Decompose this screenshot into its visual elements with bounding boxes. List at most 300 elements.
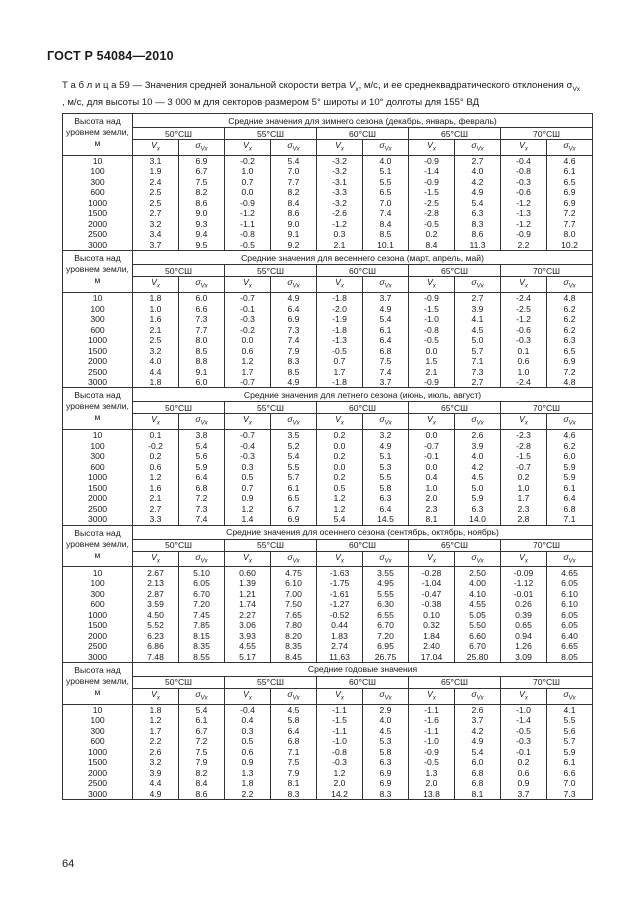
sigma-symbol: $\sigma_{Vx}$: [547, 277, 593, 293]
value-cell: 4.6: [547, 430, 593, 441]
latitude-header: 60°СШ: [317, 402, 409, 414]
value-cell: 6.8: [271, 736, 317, 747]
value-cell: 9.3: [179, 219, 225, 230]
value-cell: -0.7: [501, 462, 547, 473]
value-cell: 2.40: [409, 641, 455, 652]
value-cell: 4.50: [133, 609, 179, 620]
value-cell: 8.4: [179, 778, 225, 789]
table-row: [63, 757, 593, 768]
value-cell: -1.8: [317, 292, 363, 303]
value-cell: 4.0: [363, 155, 409, 166]
latitude-header: 70°СШ: [501, 676, 593, 688]
table-row: [63, 345, 593, 356]
vx-symbol: $V_x$: [409, 277, 455, 293]
value-cell: 6.23: [133, 630, 179, 641]
table-row: [63, 778, 593, 789]
table-row: [63, 292, 593, 303]
value-cell: 0.2: [409, 229, 455, 240]
section-title: Средние значения для летнего сезона (июнь, июль, август): [133, 388, 593, 402]
table-row: [63, 504, 593, 515]
value-cell: 6.9: [547, 356, 593, 367]
table-row: [63, 641, 593, 652]
value-cell: 5.50: [455, 620, 501, 631]
latitude-header: 65°СШ: [409, 539, 501, 551]
value-cell: -0.01: [501, 588, 547, 599]
value-cell: 4.5: [455, 472, 501, 483]
value-cell: 4.5: [455, 324, 501, 335]
value-cell: -0.38: [409, 599, 455, 610]
value-cell: 8.4: [271, 198, 317, 209]
symbol-header-row: [63, 414, 593, 430]
value-cell: 7.0: [271, 166, 317, 177]
value-cell: -0.6: [501, 187, 547, 198]
latitude-header: 60°СШ: [317, 539, 409, 551]
value-cell: 7.7: [179, 324, 225, 335]
height-cell: 10: [63, 292, 133, 303]
value-cell: 13.8: [409, 789, 455, 800]
table-row: [63, 198, 593, 209]
value-cell: -0.6: [501, 324, 547, 335]
section-title-row-autumn: [63, 525, 593, 539]
value-cell: 10.2: [547, 240, 593, 251]
table-row: [63, 177, 593, 188]
value-cell: 1.83: [317, 630, 363, 641]
height-cell: 2000: [63, 219, 133, 230]
sigma-symbol: $\sigma_{Vx}$: [363, 277, 409, 293]
value-cell: 6.4: [271, 726, 317, 737]
height-cell: 100: [63, 441, 133, 452]
value-cell: 0.6: [133, 462, 179, 473]
value-cell: 5.4: [271, 451, 317, 462]
value-cell: -0.7: [225, 292, 271, 303]
value-cell: 6.0: [179, 377, 225, 388]
value-cell: -0.7: [225, 377, 271, 388]
value-cell: 0.0: [317, 462, 363, 473]
sigma-symbol: $\sigma_{Vx}$: [363, 414, 409, 430]
value-cell: 6.8: [179, 483, 225, 494]
vx-symbol: $V_x$: [317, 688, 363, 704]
value-cell: -1.2: [501, 314, 547, 325]
sigma-symbol: $\sigma_{Vx}$: [547, 551, 593, 567]
sigma-symbol: $\sigma_{Vx}$: [455, 140, 501, 156]
value-cell: 0.3: [225, 462, 271, 473]
value-cell: 0.32: [409, 620, 455, 631]
value-cell: -0.8: [225, 229, 271, 240]
wind-speed-table: [62, 113, 593, 800]
value-cell: 2.7: [455, 292, 501, 303]
value-cell: 8.4: [363, 219, 409, 230]
value-cell: 4.55: [225, 641, 271, 652]
value-cell: 6.10: [547, 588, 593, 599]
height-cell: 3000: [63, 377, 133, 388]
value-cell: -0.4: [225, 704, 271, 715]
value-cell: 1.2: [225, 356, 271, 367]
latitude-header: 70°СШ: [501, 128, 593, 140]
value-cell: -2.4: [501, 292, 547, 303]
value-cell: -1.9: [317, 314, 363, 325]
table-row: [63, 726, 593, 737]
value-cell: 1.0: [409, 483, 455, 494]
value-cell: 0.7: [225, 177, 271, 188]
value-cell: -1.8: [317, 324, 363, 335]
table-row: [63, 314, 593, 325]
value-cell: 1.6: [133, 483, 179, 494]
value-cell: 1.39: [225, 578, 271, 589]
table-row: [63, 335, 593, 346]
table-row: [63, 430, 593, 441]
value-cell: 2.2: [133, 736, 179, 747]
value-cell: 1.7: [225, 366, 271, 377]
document-header: ГОСТ Р 54084—2010: [47, 49, 174, 63]
value-cell: -1.2: [317, 219, 363, 230]
vx-symbol: $V_x$: [317, 140, 363, 156]
value-cell: 4.9: [271, 377, 317, 388]
sigma-symbol: $\sigma_{Vx}$: [271, 140, 317, 156]
value-cell: 5.17: [225, 651, 271, 662]
section-title: Средние годовые значения: [133, 662, 593, 676]
value-cell: 7.20: [363, 630, 409, 641]
value-cell: -0.5: [317, 345, 363, 356]
value-cell: 7.9: [271, 345, 317, 356]
value-cell: -0.9: [409, 747, 455, 758]
value-cell: -1.5: [501, 451, 547, 462]
value-cell: 6.0: [455, 757, 501, 768]
value-cell: 0.0: [409, 462, 455, 473]
value-cell: 8.4: [409, 240, 455, 251]
latitude-header: 55°СШ: [225, 128, 317, 140]
value-cell: 8.3: [271, 356, 317, 367]
value-cell: 8.6: [455, 229, 501, 240]
value-cell: 2.6: [455, 704, 501, 715]
value-cell: 2.3: [501, 504, 547, 515]
vx-symbol: $V_x$: [501, 140, 547, 156]
value-cell: 1.5: [409, 356, 455, 367]
value-cell: 1.2: [317, 768, 363, 779]
value-cell: 4.1: [547, 704, 593, 715]
table-row: [63, 620, 593, 631]
value-cell: -1.27: [317, 599, 363, 610]
value-cell: 0.0: [409, 430, 455, 441]
value-cell: 8.45: [271, 651, 317, 662]
vx-symbol: $V_x$: [501, 277, 547, 293]
value-cell: -0.2: [225, 155, 271, 166]
sigma-symbol: $\sigma_{Vx}$: [455, 688, 501, 704]
height-cell: 2000: [63, 356, 133, 367]
table-row: [63, 704, 593, 715]
sigma-symbol: $\sigma_{Vx}$: [179, 277, 225, 293]
value-cell: 8.15: [179, 630, 225, 641]
table-row: [63, 472, 593, 483]
value-cell: 0.2: [501, 757, 547, 768]
value-cell: -0.5: [409, 335, 455, 346]
height-header: Высота над уровнем земли, м: [63, 388, 133, 430]
latitude-header-row: [63, 265, 593, 277]
value-cell: 7.2: [179, 736, 225, 747]
value-cell: 3.2: [133, 219, 179, 230]
value-cell: 0.5: [225, 472, 271, 483]
vx-symbol: $V_x$: [409, 140, 455, 156]
value-cell: 7.7: [547, 219, 593, 230]
value-cell: 8.1: [455, 789, 501, 800]
value-cell: 0.39: [501, 609, 547, 620]
value-cell: 0.3: [225, 726, 271, 737]
latitude-header: 55°СШ: [225, 676, 317, 688]
value-cell: 1.8: [133, 704, 179, 715]
height-cell: 1000: [63, 747, 133, 758]
height-header: Высота над уровнем земли, м: [63, 662, 133, 704]
value-cell: -1.75: [317, 578, 363, 589]
height-cell: 2500: [63, 229, 133, 240]
height-cell: 3000: [63, 651, 133, 662]
vx-symbol: $V_x$: [225, 551, 271, 567]
value-cell: 6.1: [547, 757, 593, 768]
value-cell: 2.7: [455, 155, 501, 166]
value-cell: 1.26: [501, 641, 547, 652]
value-cell: 6.5: [547, 345, 593, 356]
value-cell: 2.2: [225, 789, 271, 800]
value-cell: 3.2: [363, 430, 409, 441]
value-cell: -2.8: [501, 441, 547, 452]
section-title-row-spring: [63, 251, 593, 265]
value-cell: 4.0: [363, 715, 409, 726]
value-cell: 7.4: [363, 208, 409, 219]
table-row: [63, 187, 593, 198]
value-cell: -0.5: [409, 219, 455, 230]
value-cell: 1.21: [225, 588, 271, 599]
value-cell: 5.4: [455, 198, 501, 209]
value-cell: -1.1: [409, 726, 455, 737]
value-cell: 7.45: [179, 609, 225, 620]
value-cell: 2.67: [133, 567, 179, 578]
sigma-symbol: $\sigma_{Vx}$: [547, 414, 593, 430]
value-cell: 1.2: [133, 715, 179, 726]
vx-symbol: $V_x$: [409, 688, 455, 704]
value-cell: 0.7: [317, 356, 363, 367]
value-cell: 6.9: [179, 155, 225, 166]
value-cell: 3.06: [225, 620, 271, 631]
value-cell: 6.3: [455, 504, 501, 515]
value-cell: 0.6: [225, 747, 271, 758]
value-cell: 1.0: [225, 166, 271, 177]
height-cell: 600: [63, 187, 133, 198]
value-cell: -0.8: [501, 166, 547, 177]
value-cell: 0.94: [501, 630, 547, 641]
height-cell: 300: [63, 314, 133, 325]
table-row: [63, 651, 593, 662]
value-cell: 6.05: [547, 620, 593, 631]
value-cell: 8.35: [179, 641, 225, 652]
value-cell: 0.9: [501, 778, 547, 789]
value-cell: -1.0: [317, 736, 363, 747]
value-cell: -2.8: [409, 208, 455, 219]
value-cell: -0.2: [225, 324, 271, 335]
height-cell: 300: [63, 588, 133, 599]
table-row: [63, 219, 593, 230]
value-cell: 5.9: [179, 462, 225, 473]
value-cell: 5.52: [133, 620, 179, 631]
value-cell: -1.1: [409, 704, 455, 715]
value-cell: 3.7: [363, 292, 409, 303]
height-cell: 2000: [63, 768, 133, 779]
value-cell: 6.4: [547, 493, 593, 504]
value-cell: 0.5: [317, 483, 363, 494]
value-cell: 2.6: [455, 430, 501, 441]
value-cell: -0.7: [225, 430, 271, 441]
vx-symbol: $V_x$: [133, 688, 179, 704]
value-cell: 7.3: [271, 324, 317, 335]
value-cell: 6.1: [179, 715, 225, 726]
value-cell: 7.1: [271, 747, 317, 758]
value-cell: 8.2: [179, 187, 225, 198]
sigma-symbol: $\sigma_{Vx}$: [455, 551, 501, 567]
value-cell: 7.85: [179, 620, 225, 631]
value-cell: 2.27: [225, 609, 271, 620]
value-cell: -0.4: [501, 155, 547, 166]
value-cell: 7.5: [363, 356, 409, 367]
table-row: [63, 768, 593, 779]
value-cell: 6.1: [363, 324, 409, 335]
value-cell: 4.2: [455, 726, 501, 737]
value-cell: 2.7: [133, 504, 179, 515]
vx-symbol: $V_x$: [133, 414, 179, 430]
value-cell: 0.1: [133, 430, 179, 441]
value-cell: 6.95: [363, 641, 409, 652]
vx-symbol: $V_x$: [501, 551, 547, 567]
latitude-header-row: [63, 128, 593, 140]
latitude-header: 55°СШ: [225, 539, 317, 551]
value-cell: 1.3: [409, 768, 455, 779]
height-cell: 10: [63, 155, 133, 166]
value-cell: 9.2: [271, 240, 317, 251]
value-cell: 6.9: [363, 768, 409, 779]
table-row: [63, 789, 593, 800]
value-cell: 5.3: [363, 736, 409, 747]
value-cell: 0.6: [501, 768, 547, 779]
value-cell: -3.2: [317, 198, 363, 209]
value-cell: 9.0: [271, 219, 317, 230]
height-cell: 10: [63, 567, 133, 578]
value-cell: 2.87: [133, 588, 179, 599]
value-cell: 4.2: [455, 177, 501, 188]
value-cell: 9.1: [271, 229, 317, 240]
value-cell: -0.3: [501, 736, 547, 747]
value-cell: 7.5: [179, 747, 225, 758]
table-row: [63, 324, 593, 335]
value-cell: 1.9: [133, 166, 179, 177]
height-header: Высота над уровнем земли, м: [63, 525, 133, 567]
latitude-header: 70°СШ: [501, 265, 593, 277]
value-cell: 2.3: [409, 504, 455, 515]
latitude-header: 60°СШ: [317, 676, 409, 688]
table-row: [63, 588, 593, 599]
section-title: Средние значения для осеннего сезона (сентябрь, октябрь, ноябрь): [133, 525, 593, 539]
value-cell: -0.3: [501, 335, 547, 346]
value-cell: 1.2: [133, 472, 179, 483]
value-cell: 6.3: [363, 493, 409, 504]
value-cell: 14.5: [363, 514, 409, 525]
value-cell: 3.7: [455, 715, 501, 726]
value-cell: 8.05: [547, 651, 593, 662]
value-cell: 2.74: [317, 641, 363, 652]
value-cell: 1.8: [133, 377, 179, 388]
value-cell: 2.1: [317, 240, 363, 251]
value-cell: 6.9: [363, 778, 409, 789]
value-cell: 6.9: [271, 314, 317, 325]
height-cell: 300: [63, 451, 133, 462]
height-cell: 1500: [63, 620, 133, 631]
value-cell: -1.12: [501, 578, 547, 589]
value-cell: 6.1: [271, 483, 317, 494]
value-cell: 1.6: [133, 314, 179, 325]
value-cell: -1.1: [317, 726, 363, 737]
table-row: [63, 736, 593, 747]
height-cell: 1000: [63, 198, 133, 209]
latitude-header-row: [63, 539, 593, 551]
value-cell: 2.5: [133, 335, 179, 346]
table-row: [63, 483, 593, 494]
value-cell: 6.1: [547, 166, 593, 177]
table-row: [63, 356, 593, 367]
vx-symbol: $V_x$: [133, 551, 179, 567]
latitude-header: 55°СШ: [225, 402, 317, 414]
value-cell: 6.7: [179, 726, 225, 737]
caption-label: Т а б л и ц а 59: [62, 80, 130, 91]
value-cell: 11.63: [317, 651, 363, 662]
symbol-header-row: [63, 688, 593, 704]
value-cell: -1.6: [409, 715, 455, 726]
value-cell: 4.2: [455, 462, 501, 473]
value-cell: -1.2: [501, 219, 547, 230]
symbol-header-row: [63, 277, 593, 293]
value-cell: 1.0: [133, 303, 179, 314]
value-cell: -1.2: [225, 208, 271, 219]
height-cell: 3000: [63, 514, 133, 525]
value-cell: 7.0: [547, 778, 593, 789]
value-cell: 4.9: [271, 292, 317, 303]
sigma-symbol: $\sigma_{Vx}$: [179, 140, 225, 156]
height-cell: 1500: [63, 483, 133, 494]
value-cell: 8.35: [271, 641, 317, 652]
height-cell: 600: [63, 736, 133, 747]
value-cell: -0.28: [409, 567, 455, 578]
value-cell: 8.3: [455, 219, 501, 230]
value-cell: 4.0: [133, 356, 179, 367]
value-cell: -0.8: [409, 324, 455, 335]
value-cell: 2.5: [133, 198, 179, 209]
latitude-header: 65°СШ: [409, 402, 501, 414]
value-cell: -1.8: [317, 377, 363, 388]
value-cell: 4.5: [271, 704, 317, 715]
height-cell: 10: [63, 704, 133, 715]
value-cell: 8.6: [271, 208, 317, 219]
value-cell: 5.10: [179, 567, 225, 578]
value-cell: 5.5: [271, 462, 317, 473]
value-cell: -3.2: [317, 166, 363, 177]
value-cell: -3.2: [317, 155, 363, 166]
value-cell: 8.55: [179, 651, 225, 662]
value-cell: -0.2: [133, 441, 179, 452]
value-cell: 0.9: [225, 493, 271, 504]
table-row: [63, 747, 593, 758]
value-cell: -2.0: [317, 303, 363, 314]
value-cell: 7.4: [271, 335, 317, 346]
table-row: [63, 462, 593, 473]
value-cell: 0.4: [225, 715, 271, 726]
value-cell: 0.1: [501, 345, 547, 356]
value-cell: 6.8: [455, 768, 501, 779]
latitude-header: 70°СШ: [501, 539, 593, 551]
value-cell: 2.0: [409, 778, 455, 789]
